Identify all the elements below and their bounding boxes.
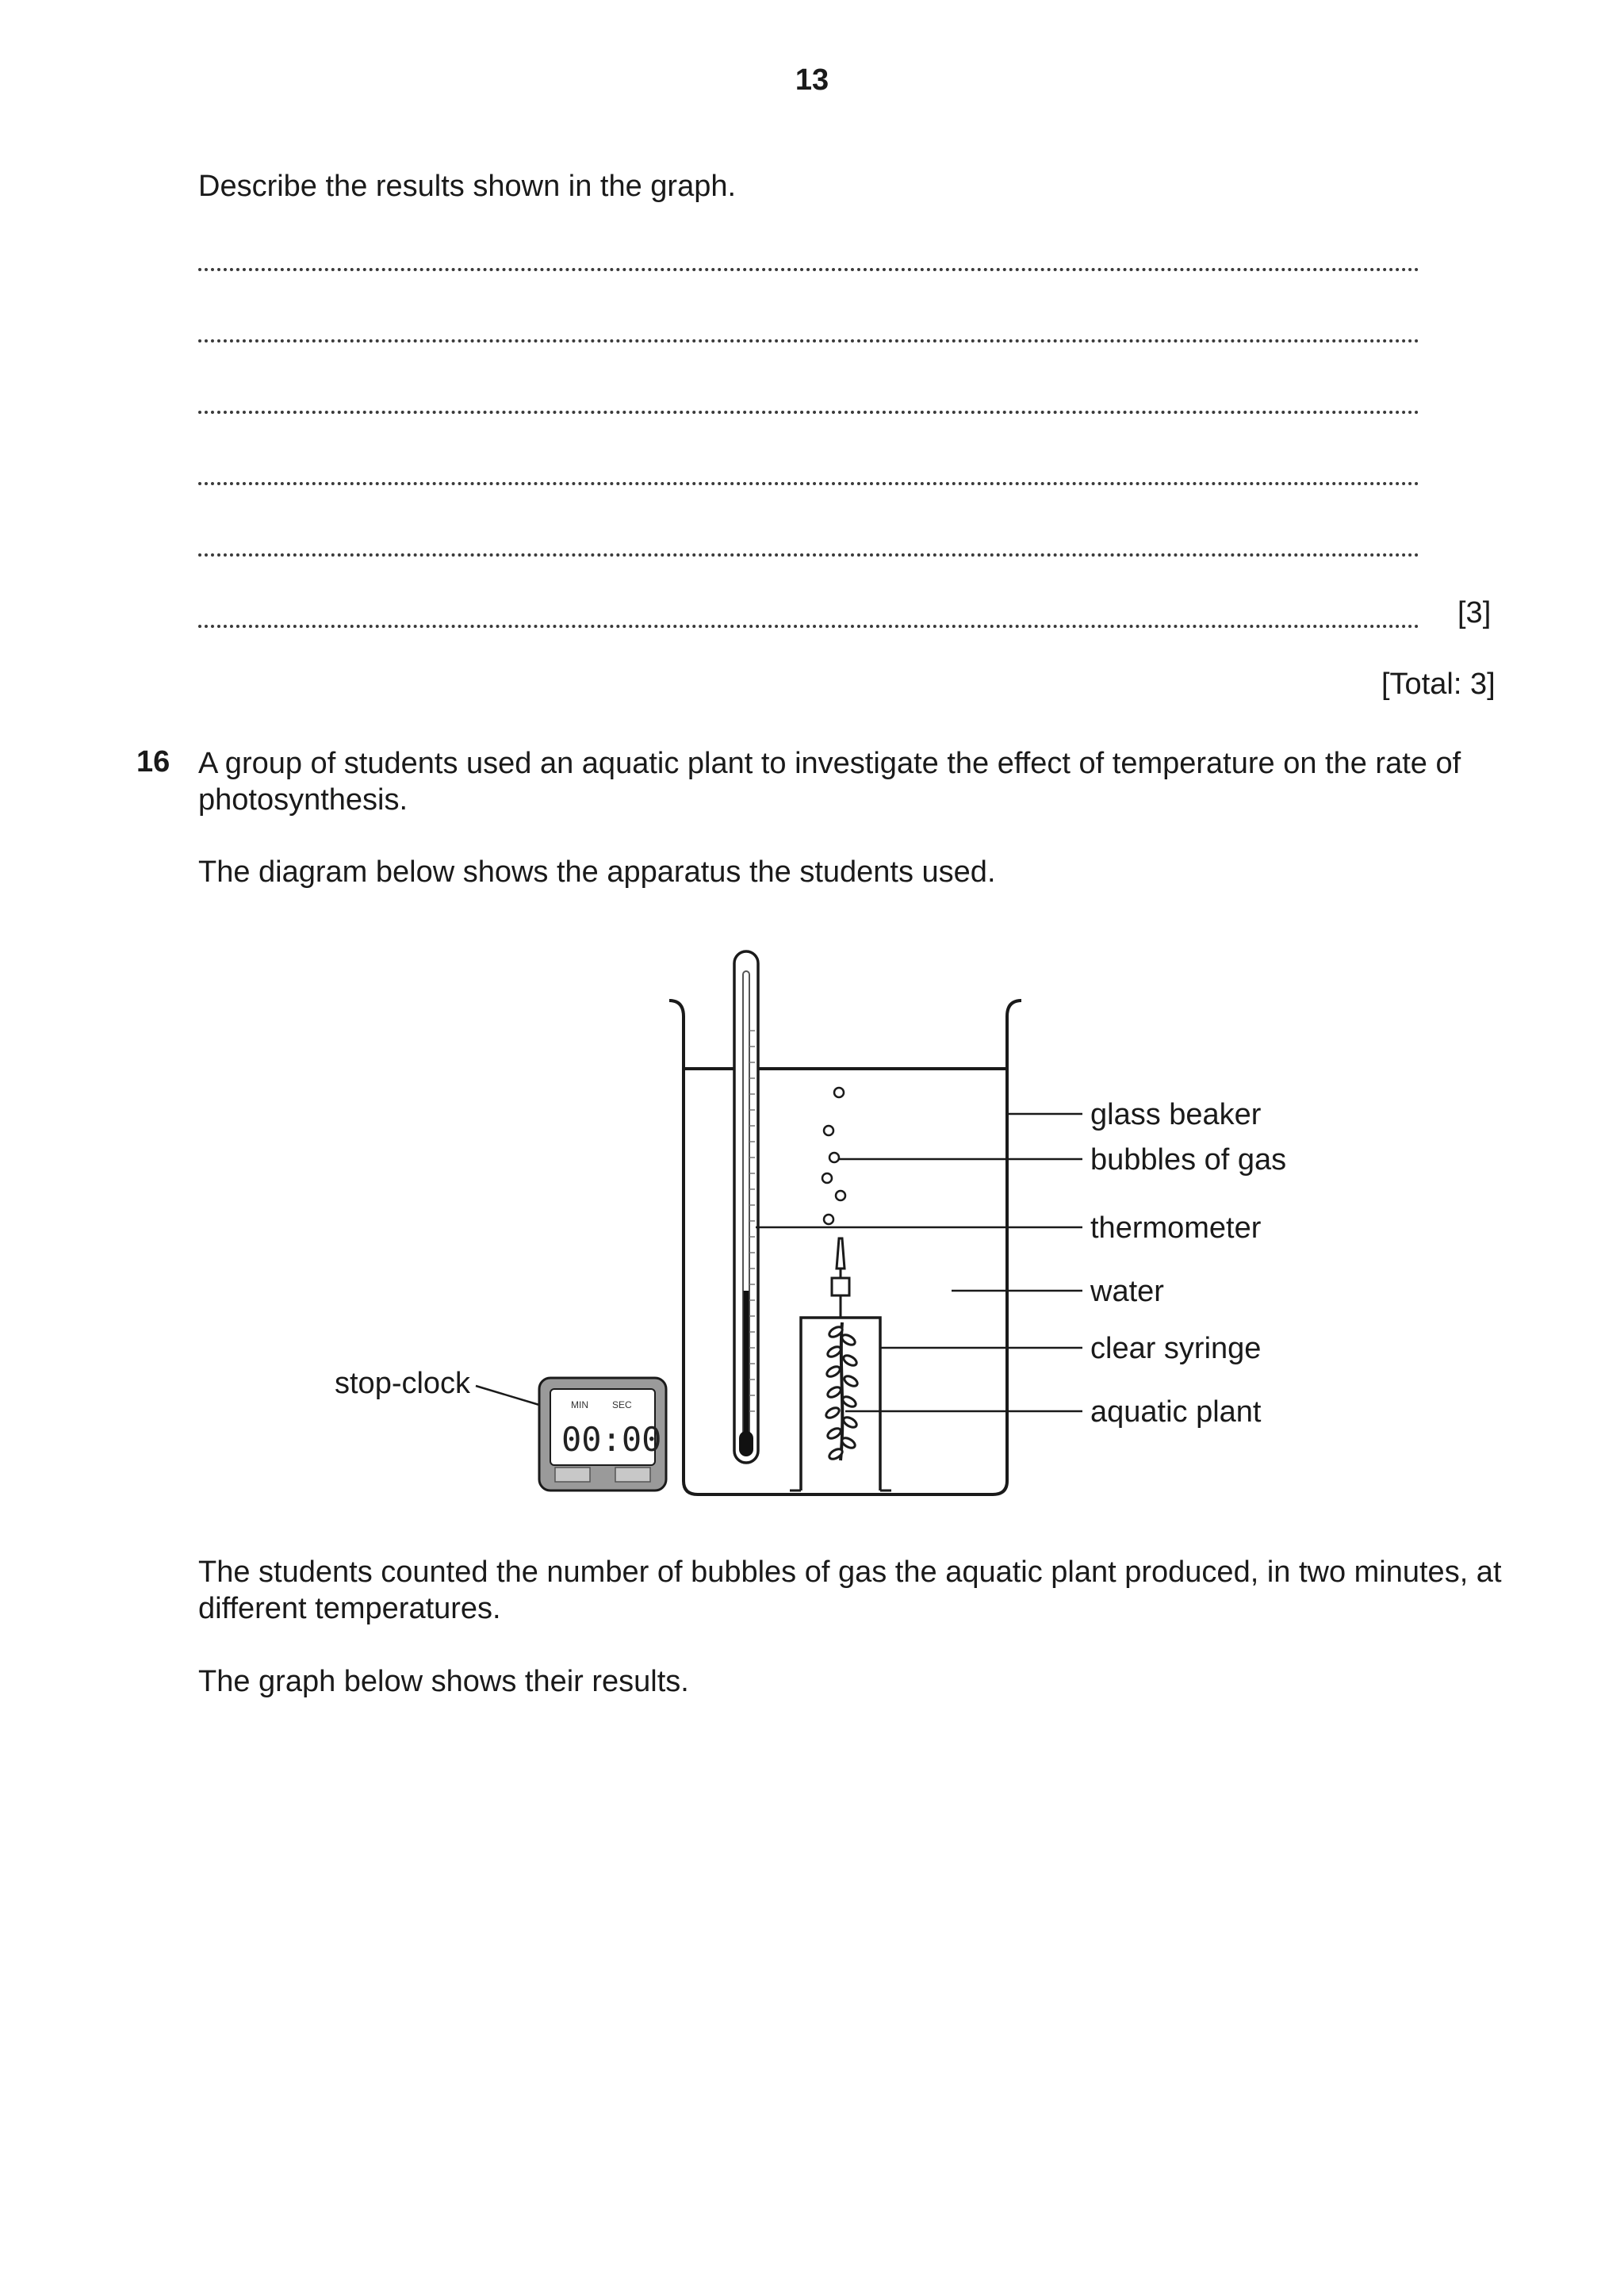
stop-clock	[539, 1378, 666, 1490]
question-intro-line-2: photosynthesis.	[198, 783, 408, 817]
clock-sec-label: SEC	[612, 1399, 632, 1410]
graph-intro: The graph below shows their results.	[198, 1665, 689, 1698]
previous-question-prompt: Describe the results shown in the graph.	[198, 170, 737, 203]
label-clear-syringe: clear syringe	[1090, 1332, 1262, 1365]
label-leader-lines	[476, 1114, 1082, 1411]
diagram-intro: The diagram below shows the apparatus the students used.	[198, 855, 996, 889]
clock-display: 00:00	[561, 1420, 662, 1459]
question-intro-line-1: A group of students used an aquatic plant to investigate the effect of temperature on the rate of	[198, 747, 1461, 780]
label-thermometer: thermometer	[1090, 1211, 1262, 1245]
label-water: water	[1090, 1275, 1164, 1308]
page-number: 13	[795, 63, 829, 97]
clock-min-label: MIN	[571, 1399, 588, 1410]
marks-label: [3]	[1457, 596, 1492, 629]
label-aquatic-plant: aquatic plant	[1090, 1395, 1262, 1429]
method-line-1: The students counted the number of bubbles of gas the aquatic plant produced, in two minutes, at	[198, 1556, 1502, 1589]
bubbles-of-gas	[822, 1088, 845, 1224]
total-marks-label: [Total: 3]	[1381, 668, 1496, 701]
question-number: 16	[136, 745, 170, 779]
aquatic-plant	[825, 1322, 860, 1461]
method-line-2: different temperatures.	[198, 1592, 501, 1625]
label-stop-clock: stop-clock	[335, 1367, 471, 1400]
label-bubbles-of-gas: bubbles of gas	[1090, 1143, 1287, 1177]
label-glass-beaker: glass beaker	[1090, 1098, 1262, 1131]
thermometer	[734, 951, 758, 1463]
